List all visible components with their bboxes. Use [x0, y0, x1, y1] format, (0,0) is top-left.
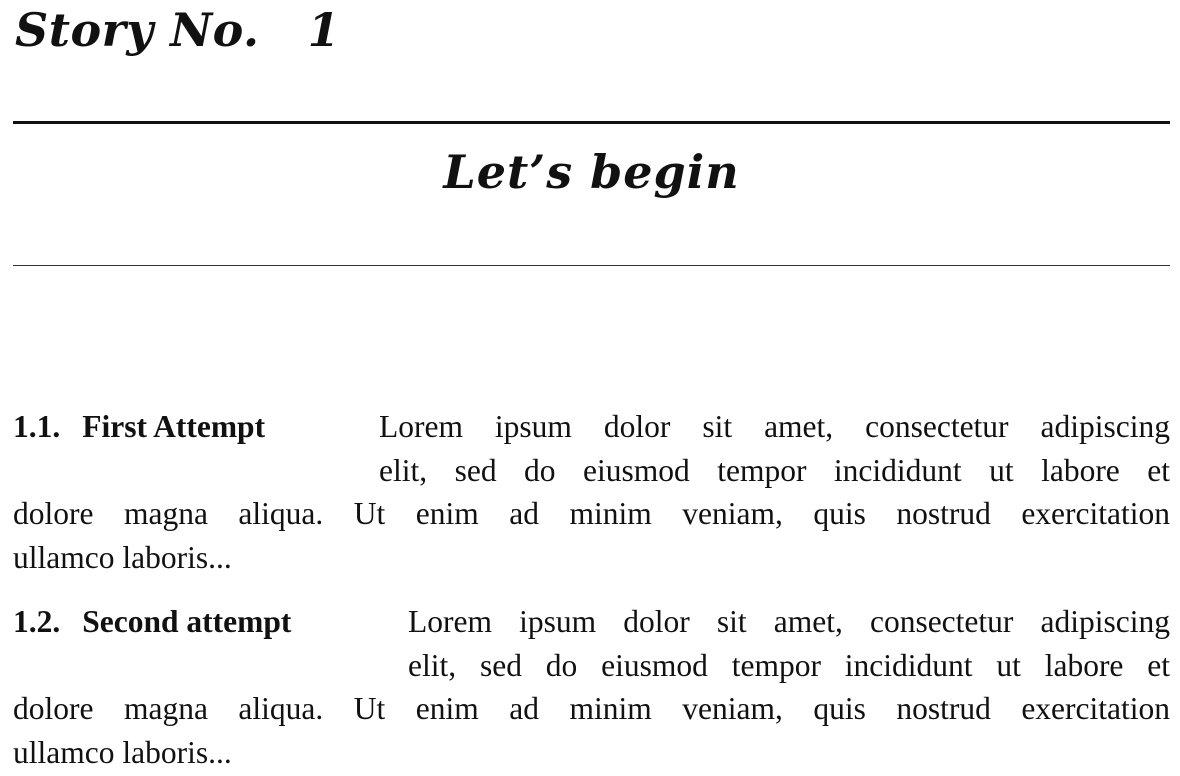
- subsection-heading: [13, 600, 408, 644]
- subsection-heading: [13, 405, 379, 449]
- subsection-number: 1.1.: [13, 409, 61, 444]
- paragraph-line: ullamco laboris...: [13, 734, 232, 770]
- subsection-number: 1.2.: [13, 604, 61, 639]
- subsection-heading-label: First Attempt: [82, 409, 266, 444]
- subsection-heading-label: Second attempt: [82, 604, 292, 639]
- story-title: [15, 2, 340, 58]
- subsection-head-row: [13, 600, 1170, 687]
- paragraph-line: ullamco laboris...: [13, 539, 232, 575]
- document-page: [13, 0, 1170, 776]
- subsection-hanging-text: [408, 600, 1170, 687]
- paragraph-line: Lorem ipsum dolor sit amet, consectetur adipiscing: [379, 409, 1170, 444]
- paragraph-line: Lorem ipsum dolor sit amet, consectetur adipiscing: [408, 604, 1170, 639]
- subsection-head-row: [13, 405, 1170, 492]
- paragraph-line: dolore magna aliqua. Ut enim ad minim veniam, quis nostrud exercitation: [13, 691, 1170, 726]
- top-rule: [13, 121, 1170, 124]
- subsection-1-1: [13, 405, 1170, 579]
- section-title: Let’s begin: [443, 145, 740, 199]
- story-label: Story No.: [15, 3, 260, 57]
- subsection-hanging-text: [379, 405, 1170, 492]
- paragraph-line: elit, sed do eiusmod tempor incididunt ut labore et: [379, 452, 1170, 488]
- bottom-rule: [13, 265, 1170, 266]
- subsection-1-2: [13, 600, 1170, 774]
- paragraph-line: dolore magna aliqua. Ut enim ad minim veniam, quis nostrud exercitation: [13, 496, 1170, 531]
- paragraph-line: elit, sed do eiusmod tempor incididunt ut labore et: [408, 647, 1170, 683]
- story-number: 1: [307, 3, 341, 57]
